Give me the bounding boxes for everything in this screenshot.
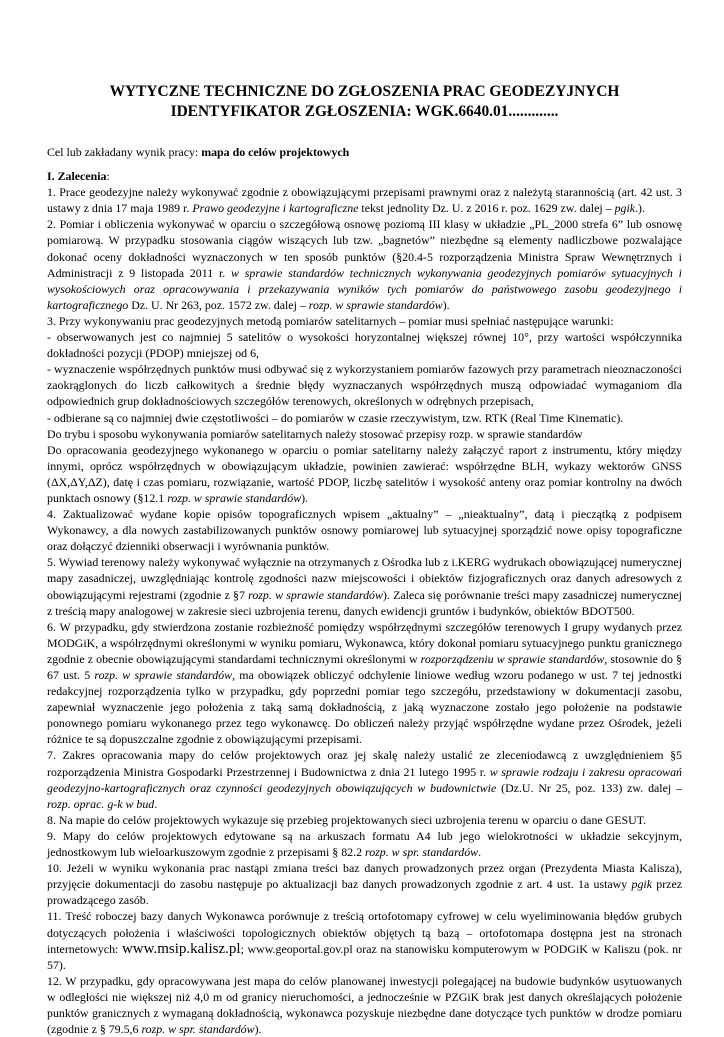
paragraph-9 [47,828,682,860]
paragraph-11-text: 11. Treść roboczej bazy danych Wykonawca porównuje z treścią ortofotomapy cyfrowej w celu wyeliminowania błędów grubych dotyczących położenia i właściwości topologicznych obiektów objętych tą bazą – ortofotomapa dostępna jest na stronach internetowych: [47,909,682,956]
paragraph-3-note: Do trybu i sposobu wykonywania pomiarów satelitarnych należy stosować przepisy rozp. w sprawie standardów [47,426,583,441]
paragraph-1-text: .). [635,201,645,216]
geoportal-link[interactable]: www.geoportal.gov.pl [247,941,353,956]
paragraph-6-text: , ma obowiązek obliczyć odchylenie liniowe według wzoru podanego w ust. 7 tej jednostki redakcyjnej rozporządzenia tylko w przypadku, gdy poprzedni pomiar tego szczegółu, przedstawiony w dokumentacji zasobu, zapewniał wyznaczenie jego położenia z taką samą dokładnością, z jaką wyznaczone zostało jego położenie na podstawie ponownego pomiaru wykonanego przez tego wykonawcę. Do obliczeń należy przyjąć współrzędne wydane przez Ośrodek, jeżeli różnice te są dopuszczalne zgodnie z obowiązującymi przepisami. [47,668,683,747]
paragraph-6-text: , stosownie do § 67 ust. 5 [47,651,682,682]
paragraph-12-text: 12. W przypadku, gdy opracowywana jest mapa do celów planowanej inwestycji polegającej na budowie budynków usytuowanych w odległości nie większej niż 4,0 m od granicy nieruchomości, a jednocześnie w PZGiK brak jest danych określających położenie punktów granicznych z wymaganą dokładnością, wykonawca pozyskuje niezbędne dane dotyczące tych punktów w drodze pomiaru (zgodnie z § 79.5,6 [47,973,682,1037]
paragraph-5-text: 5. Wywiad terenowy należy wykonywać wyłącznie na otrzymanych z Ośrodka lub z i.KERG wydrukach obowiązującej numerycznej mapy zasadniczej, uwzględniając kontrolę zgodności nazw miejscowości i obiektów fizjograficznych oraz danych adresowych z obowiązującymi rejestrami (zgodnie z §7 [47,555,682,602]
paragraph-1-act-title: Prawo geodezyjne i kartograficzne [192,201,359,216]
paragraph-3-bullet-3: - odbierane są co najmniej dwie częstotliwości – do pomiarów w czasie rzeczywistym, tzw. RTK (Real Time Kinematic). [47,410,624,425]
paragraph-7-text: . [154,796,158,811]
paragraph-6-text: 6. W przypadku, gdy stwierdzona zostanie rozbieżność pomiędzy współrzędnymi szczegółów terenowych I grupy wydanych przez MODGiK, a współrzędnymi określonymi w wyniku pomiaru, Wykonawca, który dokonał pomiaru sytuacyjnego punktu granicznego zgodnie z obecnie obowiązującymi standardami technicznymi określonymi w [47,619,682,666]
paragraph-7-text: 7. Zakres opracowania mapy do celów projektowych oraz jej skalę należy ustalić ze zleceniodawcą z uwzględnieniem §5 rozporządzenia Ministra Gospodarki Przestrzennej i Budownictwa z dnia 21 lutego 1995 r. [47,748,682,779]
paragraph-2-text: Dz. U. Nr 263, poz. 1572 zw. dalej – [128,297,309,312]
section-heading-text: I. Zalecenia [47,169,107,184]
paragraph-5-abbrev: rozp. w sprawie standardów [248,587,383,602]
paragraph-3-intro: 3. Przy wykonywaniu prac geodezyjnych metodą pomiarów satelitarnych – pomiar musi spełniać następujące warunki: [47,313,614,328]
paragraph-2-text: 2. Pomiar i obliczenia wykonywać w oparciu o szczegółową osnowę poziomą III klasy w układzie „PL_2000 strefa 6” lub osnowę pomiarową. W przypadku stosowania ciągów wiszących lub tzw. „bagnetów” niezbędne są elementy nadliczbowe pozwalające dokonać oceny dokładności wyznaczonych w ten sposób punktów (§20.4-5 rozporządzenia Ministra Spraw Wewnętrznych i Administracji z 9 listopada 2011 r. [47,217,682,280]
paragraph-10-abbrev: pgik [631,877,652,892]
paragraph-3-bullet-1: - obserwowanych jest co najmniej 5 satelitów o wysokości horyzontalnej większej równej 10°, przy wartości współczynnika dokładności pozycji (PDOP) mniejszej od 6, [47,330,682,361]
paragraph-6 [47,619,682,748]
paragraph-1-text: tekst jednolity Dz. U. z 2016 r. poz. 1629 zw. dalej – [358,201,615,216]
paragraph-11-text: oraz na stanowisku komputerowym w PODGiK w Kaliszu (pok. nr 57). [47,941,682,972]
paragraph-3-abbrev: rozp. w sprawie standardów [167,490,302,505]
paragraph-2-text: ). [442,297,450,312]
paragraph-11 [47,908,682,972]
paragraph-3-report [47,442,682,506]
paragraph-7 [47,747,682,811]
paragraph-3-report-text: ). [301,490,309,505]
paragraph-7-abbrev: rozp. oprac. g-k w bud [47,796,155,811]
msip-kalisz-link[interactable]: www.msip.kalisz.pl [121,940,241,957]
paragraph-8: 8. Na mapie do celów projektowych wykazuje się przebieg projektowanych sieci uzbrojenia terenu w oparciu o dane GESUT. [47,812,647,827]
paragraph-10 [47,860,682,908]
paragraph-3-report-text: Do opracowania geodezyjnego wykonanego w oparciu o pomiar satelitarny należy załączyć raport z instrumentu, który między innymi, oprócz współrzędnych w obowiązującym układzie, powinien zawierać: współrzędne BLH, wykazy wektorów GNSS (ΔX,ΔY,ΔZ), datę i czas pomiaru, rozwiązanie, wartość PDOP, liczbę satelitów i wysokość anteny oraz pomiar kontrolny na dwóch punktach osnowy (§12.1 [47,442,682,505]
paragraph-2-abbrev: rozp. w sprawie standardów [308,297,443,312]
paragraph-10-text: przez prowadzącego zasób. [47,877,683,908]
paragraph-5 [47,554,682,618]
paragraph-3-bullet-2: - wyznaczenie współrzędnych punktów musi odbywać się z wykorzystaniem pomiarów fazowych przy parametrach nieoznaczoności zaokrąglonych do liczb całkowitych a średnie błędy wyznaczanych współrzędnych muszą odpowiadać wymaganiom dla odpowiednich grup dokładnościowych szczegółów terenowych, określonych w odrębnych przepisach, [47,362,682,409]
paragraph-1 [47,184,682,216]
title-line-2: IDENTYFIKATOR ZGŁOSZENIA: WGK.6640.01............. [170,103,559,120]
paragraph-11-separator: ; [240,941,248,956]
paragraph-9-text: 9. Mapy do celów projektowych edytowane są na arkuszach formatu A4 lub jego wielokrotności w układzie sekcyjnym, jednostkowym lub wieloarkuszowym zgodnie z przepisami § 82.2 [47,828,682,860]
work-goal [47,144,682,160]
paragraph-10-text: 10. Jeżeli w wyniku wykonania prac nastąpi zmiana treści baz danych prowadzonych przez organ (Prezydenta Miasta Kalisza), przyjęcie dokumentacji do zasobu następuje po aktualizacji baz danych prowadzonych zgodnie z art. 4 ust. 1a ustawy [47,861,682,892]
paragraph-6-abbrev: rozp. w sprawie standardów [94,668,233,682]
title-line-1: WYTYCZNE TECHNICZNE DO ZGŁOSZENIA PRAC GEODEZYJNYCH [109,83,620,100]
paragraph-7-regulation-title: w sprawie rodzaju i zakresu opracowań geodezyjno-kartograficznych oraz czynności geodezyjnych obowiązujących w budownictwie [47,764,682,795]
paragraph-1-abbrev: pgik [614,201,636,216]
paragraph-12 [47,973,682,1037]
paragraph-2 [47,216,682,313]
section-heading [47,168,682,184]
paragraph-9-text: . [478,845,482,860]
paragraph-6-regulation: rozporządzeniu w sprawie standardów [420,651,605,666]
paragraph-7-text: (Dz.U. Nr 25, poz. 133) zw. dalej – [496,780,682,795]
paragraph-2-regulation-title: w sprawie standardów technicznych wykonywania geodezyjnych pomiarów sytuacyjnych i wysokościowych oraz opracowywania i przekazywania wyników tych pomiarów do państwowego zasobu geodezyjnego i kartograficznego [47,265,682,312]
work-goal-label: Cel lub zakładany wynik pracy: [47,145,202,159]
paragraph-4: 4. Zaktualizować wydane kopie opisów topograficznych wpisem „aktualny” – „nieaktualny”, datą i pieczątką z podpisem Wykonawcy, a dla nowych zastabilizowanych punktów osnowy pomiarowej lub sytuacyjnej sporządzić nowe opisy topograficzne oraz dołączyć dzienniki obserwacji i wyrównania punktów. [47,507,682,554]
paragraph-1-text: 1. Prace geodezyjne należy wykonywać zgodnie z obowiązującymi przepisami prawnymi oraz z należytą starannością (art. 42 ust. 3 ustawy z dnia 17 maja 1989 r. [47,185,682,216]
paragraph-9-abbrev: rozp. w spr. standardów [365,845,479,860]
paragraph-12-abbrev: rozp. w spr. standardów [141,1022,255,1037]
work-goal-value: mapa do celów projektowych [201,145,350,159]
paragraph-5-text: ). Zaleca się porównanie treści mapy zasadniczej numerycznej z treścią mapy analogowej w zakresie sieci uzbrojenia terenu, danych ewidencji gruntów i budynków, obiektów BDOT500. [47,587,682,618]
paragraph-12-text: ). [254,1022,262,1037]
section-heading-colon: : [106,169,110,184]
document-title [47,82,682,122]
